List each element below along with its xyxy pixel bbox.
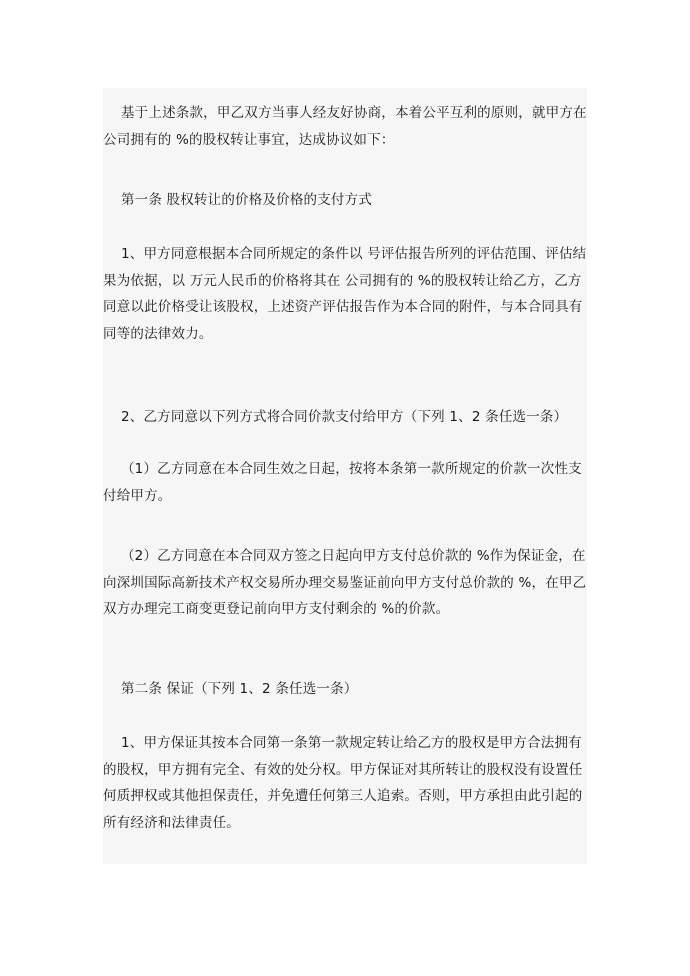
heading-article-2: 第二条 保证（下列 1、2 条任选一条） [103, 681, 358, 697]
heading-article-1: 第一条 股权转让的价格及价格的支付方式 [103, 192, 373, 208]
paragraph-article-2-clause-1: 1、甲方保证其按本合同第一条第一款规定转让给乙方的股权是甲方合法拥有的股权，甲方拥有完全、有效的处分权。甲方保证对其所转让的股权没有设置任何质押权或其他担保责任，并免遭任何第三人追索。否则，甲方承担由此引起的所有经济和法律责任。 [103, 735, 583, 831]
paragraph-intro: 基于上述条款，甲乙双方当事人经友好协商，本着公平互利的原则，就甲方在 公司拥有的 %的股权转让事宜，达成协议如下： [103, 105, 592, 148]
paragraph-article-1-clause-1: 1、甲方同意根据本合同所规定的条件以 号评估报告所列的评估范围、评估结果为依据，以 万元人民币的价格将其在 公司拥有的 %的股权转让给乙方，乙方同意以此价格受让该股权，上述资产评估报告作为本合同的附件，与本合同具有同等的法律效力。 [103, 246, 587, 342]
paragraph-payment-option-2: （2）乙方同意在本合同双方签之日起向甲方支付总价款的 %作为保证金，在向深圳国际高新技术产权交易所办理交易鉴证前向甲方支付总价款的 %，在甲乙双方办理完工商变更登记前向甲方支付剩余的 %的价款。 [103, 548, 587, 617]
paragraph-article-1-clause-2: 2、乙方同意以下列方式将合同价款支付给甲方（下列 1、2 条任选一条） [103, 409, 568, 425]
paragraph-payment-option-1: （1）乙方同意在本合同生效之日起，按将本条第一款所规定的价款一次性支付给甲方。 [103, 461, 582, 504]
